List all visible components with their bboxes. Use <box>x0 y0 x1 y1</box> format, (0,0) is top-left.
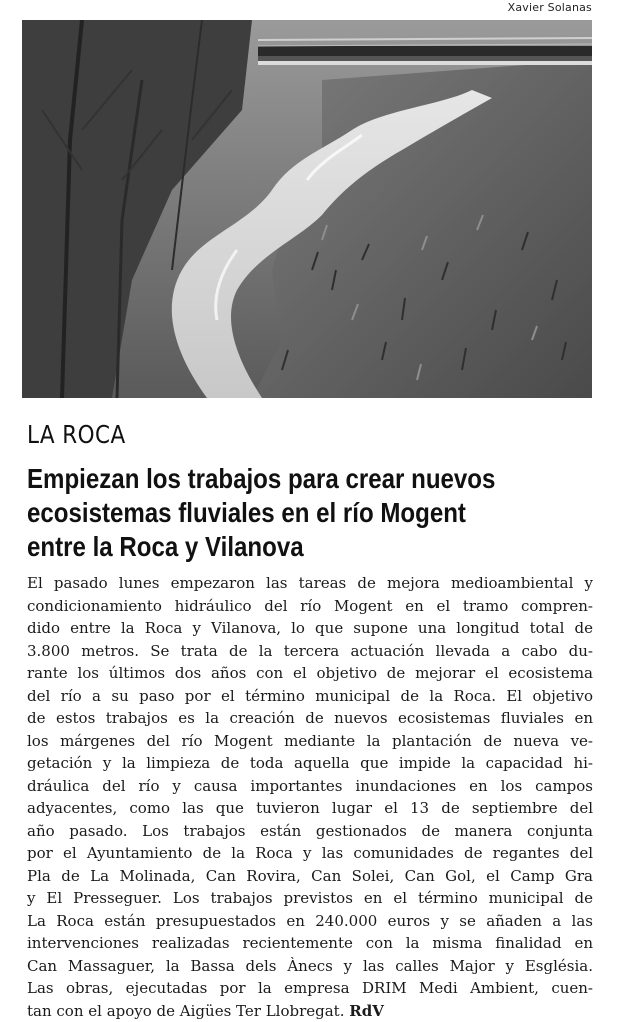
photo-credit: Xavier Solanas <box>508 1 592 14</box>
section-label: LA ROCA <box>27 420 126 449</box>
body-line: dráulica del río y causa importantes inundaciones en los campos <box>27 775 593 798</box>
body-line: los márgenes del río Mogent mediante la plantación de nueva ve- <box>27 730 593 753</box>
body-line: rante los últimos dos años con el objetivo de mejorar el ecosistema <box>27 662 593 685</box>
body-line: El pasado lunes empezaron las tareas de mejora medioambiental y <box>27 572 593 595</box>
body-line: dido entre la Roca y Vilanova, lo que supone una longitud total de <box>27 617 593 640</box>
body-line: condicionamiento hidráulico del río Mogent en el tramo compren- <box>27 595 593 618</box>
body-line: adyacentes, como las que tuvieron lugar el 13 de septiembre del <box>27 797 593 820</box>
headline-line: ecosistemas fluviales en el río Mogent <box>27 496 577 530</box>
body-line: getación y la limpieza de toda aquella que impide la capacidad hi- <box>27 752 593 775</box>
body-last-text: tan con el apoyo de Aigües Ter Llobregat. <box>27 1002 344 1020</box>
body-line: del río a su paso por el término municipal de la Roca. El objetivo <box>27 685 593 708</box>
body-line: 3.800 metros. Se trata de la tercera actuación llevada a cabo du- <box>27 640 593 663</box>
body-line: La Roca están presupuestados en 240.000 euros y se añaden a las <box>27 910 593 933</box>
author-signature: RdV <box>349 1002 384 1020</box>
body-line: Can Massaguer, la Bassa dels Ànecs y las calles Major y Església. <box>27 955 593 978</box>
body-line: intervenciones realizadas recientemente con la misma finalidad en <box>27 932 593 955</box>
body-last-line <box>27 1000 593 1022</box>
headline <box>27 462 577 564</box>
headline-line: Empiezan los trabajos para crear nuevos <box>27 462 577 496</box>
body-line: Pla de La Molinada, Can Rovira, Can Solei, Can Gol, el Camp Gra <box>27 865 593 888</box>
river-photo-illustration <box>22 20 592 398</box>
body-line: por el Ayuntamiento de la Roca y las comunidades de regantes del <box>27 842 593 865</box>
river-photo <box>22 20 592 398</box>
body-line: año pasado. Los trabajos están gestionados de manera conjunta <box>27 820 593 843</box>
body-line: y El Presseguer. Los trabajos previstos en el término municipal de <box>27 887 593 910</box>
article-body <box>27 572 593 1022</box>
body-line: Las obras, ejecutadas por la empresa DRIM Medi Ambient, cuen- <box>27 977 593 1000</box>
body-line: de estos trabajos es la creación de nuevos ecosistemas fluviales en <box>27 707 593 730</box>
headline-line: entre la Roca y Vilanova <box>27 530 577 564</box>
